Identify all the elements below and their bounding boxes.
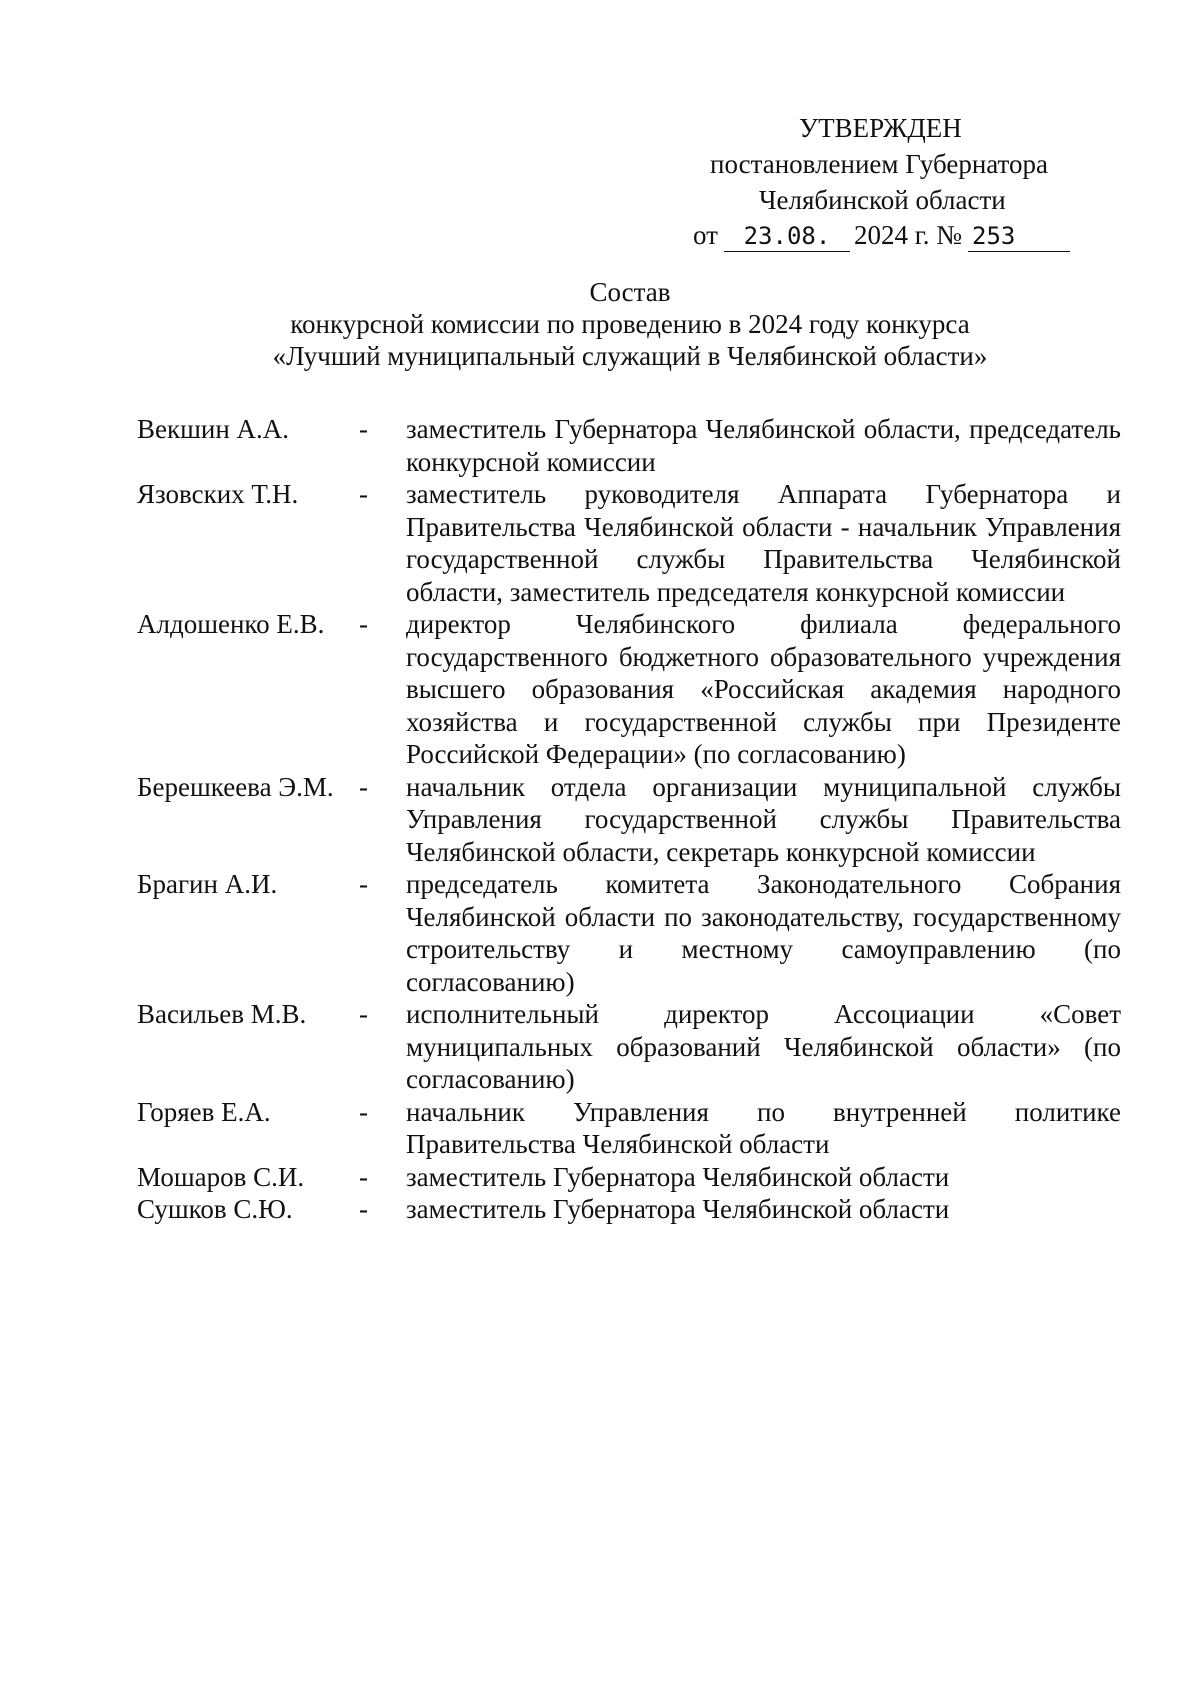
list-item: [137, 1096, 1121, 1161]
title-line-3: «Лучший муниципальный служащий в Челябинской области»: [272, 341, 988, 371]
list-item: [137, 998, 1121, 1096]
list-item: [137, 413, 1121, 478]
title-line-1: Состав: [589, 277, 671, 307]
member-role: начальник отдела организации муниципальной службы Управления государственной службы Правительства Челябинской области, секретарь конкурсной комиссии: [406, 771, 1121, 867]
approval-decree-line: постановлением Губернатора: [710, 149, 1048, 179]
date-value: 23.08.: [724, 221, 850, 252]
member-role: заместитель Губернатора Челябинской области, председатель конкурсной комиссии: [406, 414, 1121, 477]
list-item: [137, 1193, 1117, 1226]
member-name: Васильев М.В.: [137, 999, 307, 1029]
member-name: Векшин А.А.: [137, 414, 290, 444]
member-role: заместитель Губернатора Челябинской области: [406, 1161, 950, 1192]
commission-members-list: [137, 413, 1121, 1226]
list-item: [137, 771, 1121, 869]
member-name: Мошаров С.И.: [137, 1161, 305, 1192]
member-name: Брагин А.И.: [137, 869, 278, 899]
decree-number: 253: [968, 221, 1070, 252]
member-role: заместитель руководителя Аппарата Губернатора и Правительства Челябинской области - начальник Управления государственной службы Правительства Челябинской области, заместитель председателя конкурсной комиссии: [406, 479, 1121, 607]
member-dash: -: [359, 1194, 368, 1224]
member-name: Алдошенко Е.В.: [137, 609, 325, 639]
list-item: [137, 1161, 1117, 1194]
member-dash: -: [359, 1096, 368, 1127]
member-role: исполнительный директор Ассоциации «Совет муниципальных образований Челябинской области» (по согласованию): [406, 999, 1121, 1094]
member-dash: -: [359, 771, 368, 802]
member-role: директор Челябинского филиала федерального государственного бюджетного образовательного учреждения высшего образования «Российская академия народного хозяйства и государственной службы при Президенте Российской Федерации» (по согласованию): [406, 609, 1121, 769]
year-text: 2024 г. №: [853, 220, 962, 250]
date-prefix: от: [693, 220, 718, 250]
approval-region-line: Челябинской области: [759, 185, 1006, 215]
member-dash: -: [359, 479, 368, 509]
list-item: [137, 478, 1121, 608]
list-item: [137, 868, 1121, 998]
member-role: заместитель Губернатора Челябинской области: [406, 1194, 950, 1224]
approval-date-line: [693, 217, 1070, 253]
member-name: Горяев Е.А.: [137, 1096, 271, 1127]
member-dash: -: [359, 869, 368, 899]
member-dash: -: [359, 1161, 368, 1192]
list-item: [137, 608, 1121, 771]
document-title: [0, 276, 1200, 372]
member-dash: -: [359, 609, 368, 639]
member-role: начальник Управления по внутренней политике Правительства Челябинской области: [406, 1096, 1121, 1159]
member-role: председатель комитета Законодательного Собрания Челябинской области по законодательству, государственному строительству и местному самоуправлению (по согласованию): [406, 869, 1121, 997]
member-dash: -: [359, 999, 368, 1029]
member-name: Берешкеева Э.М.: [137, 771, 334, 802]
title-line-2: конкурсной комиссии по проведению в 2024 году конкурса: [290, 309, 970, 339]
approval-status: УТВЕРЖДЕН: [799, 113, 962, 143]
member-name: Язовских Т.Н.: [137, 479, 299, 509]
member-name: Сушков С.Ю.: [137, 1194, 293, 1224]
member-dash: -: [359, 414, 368, 444]
